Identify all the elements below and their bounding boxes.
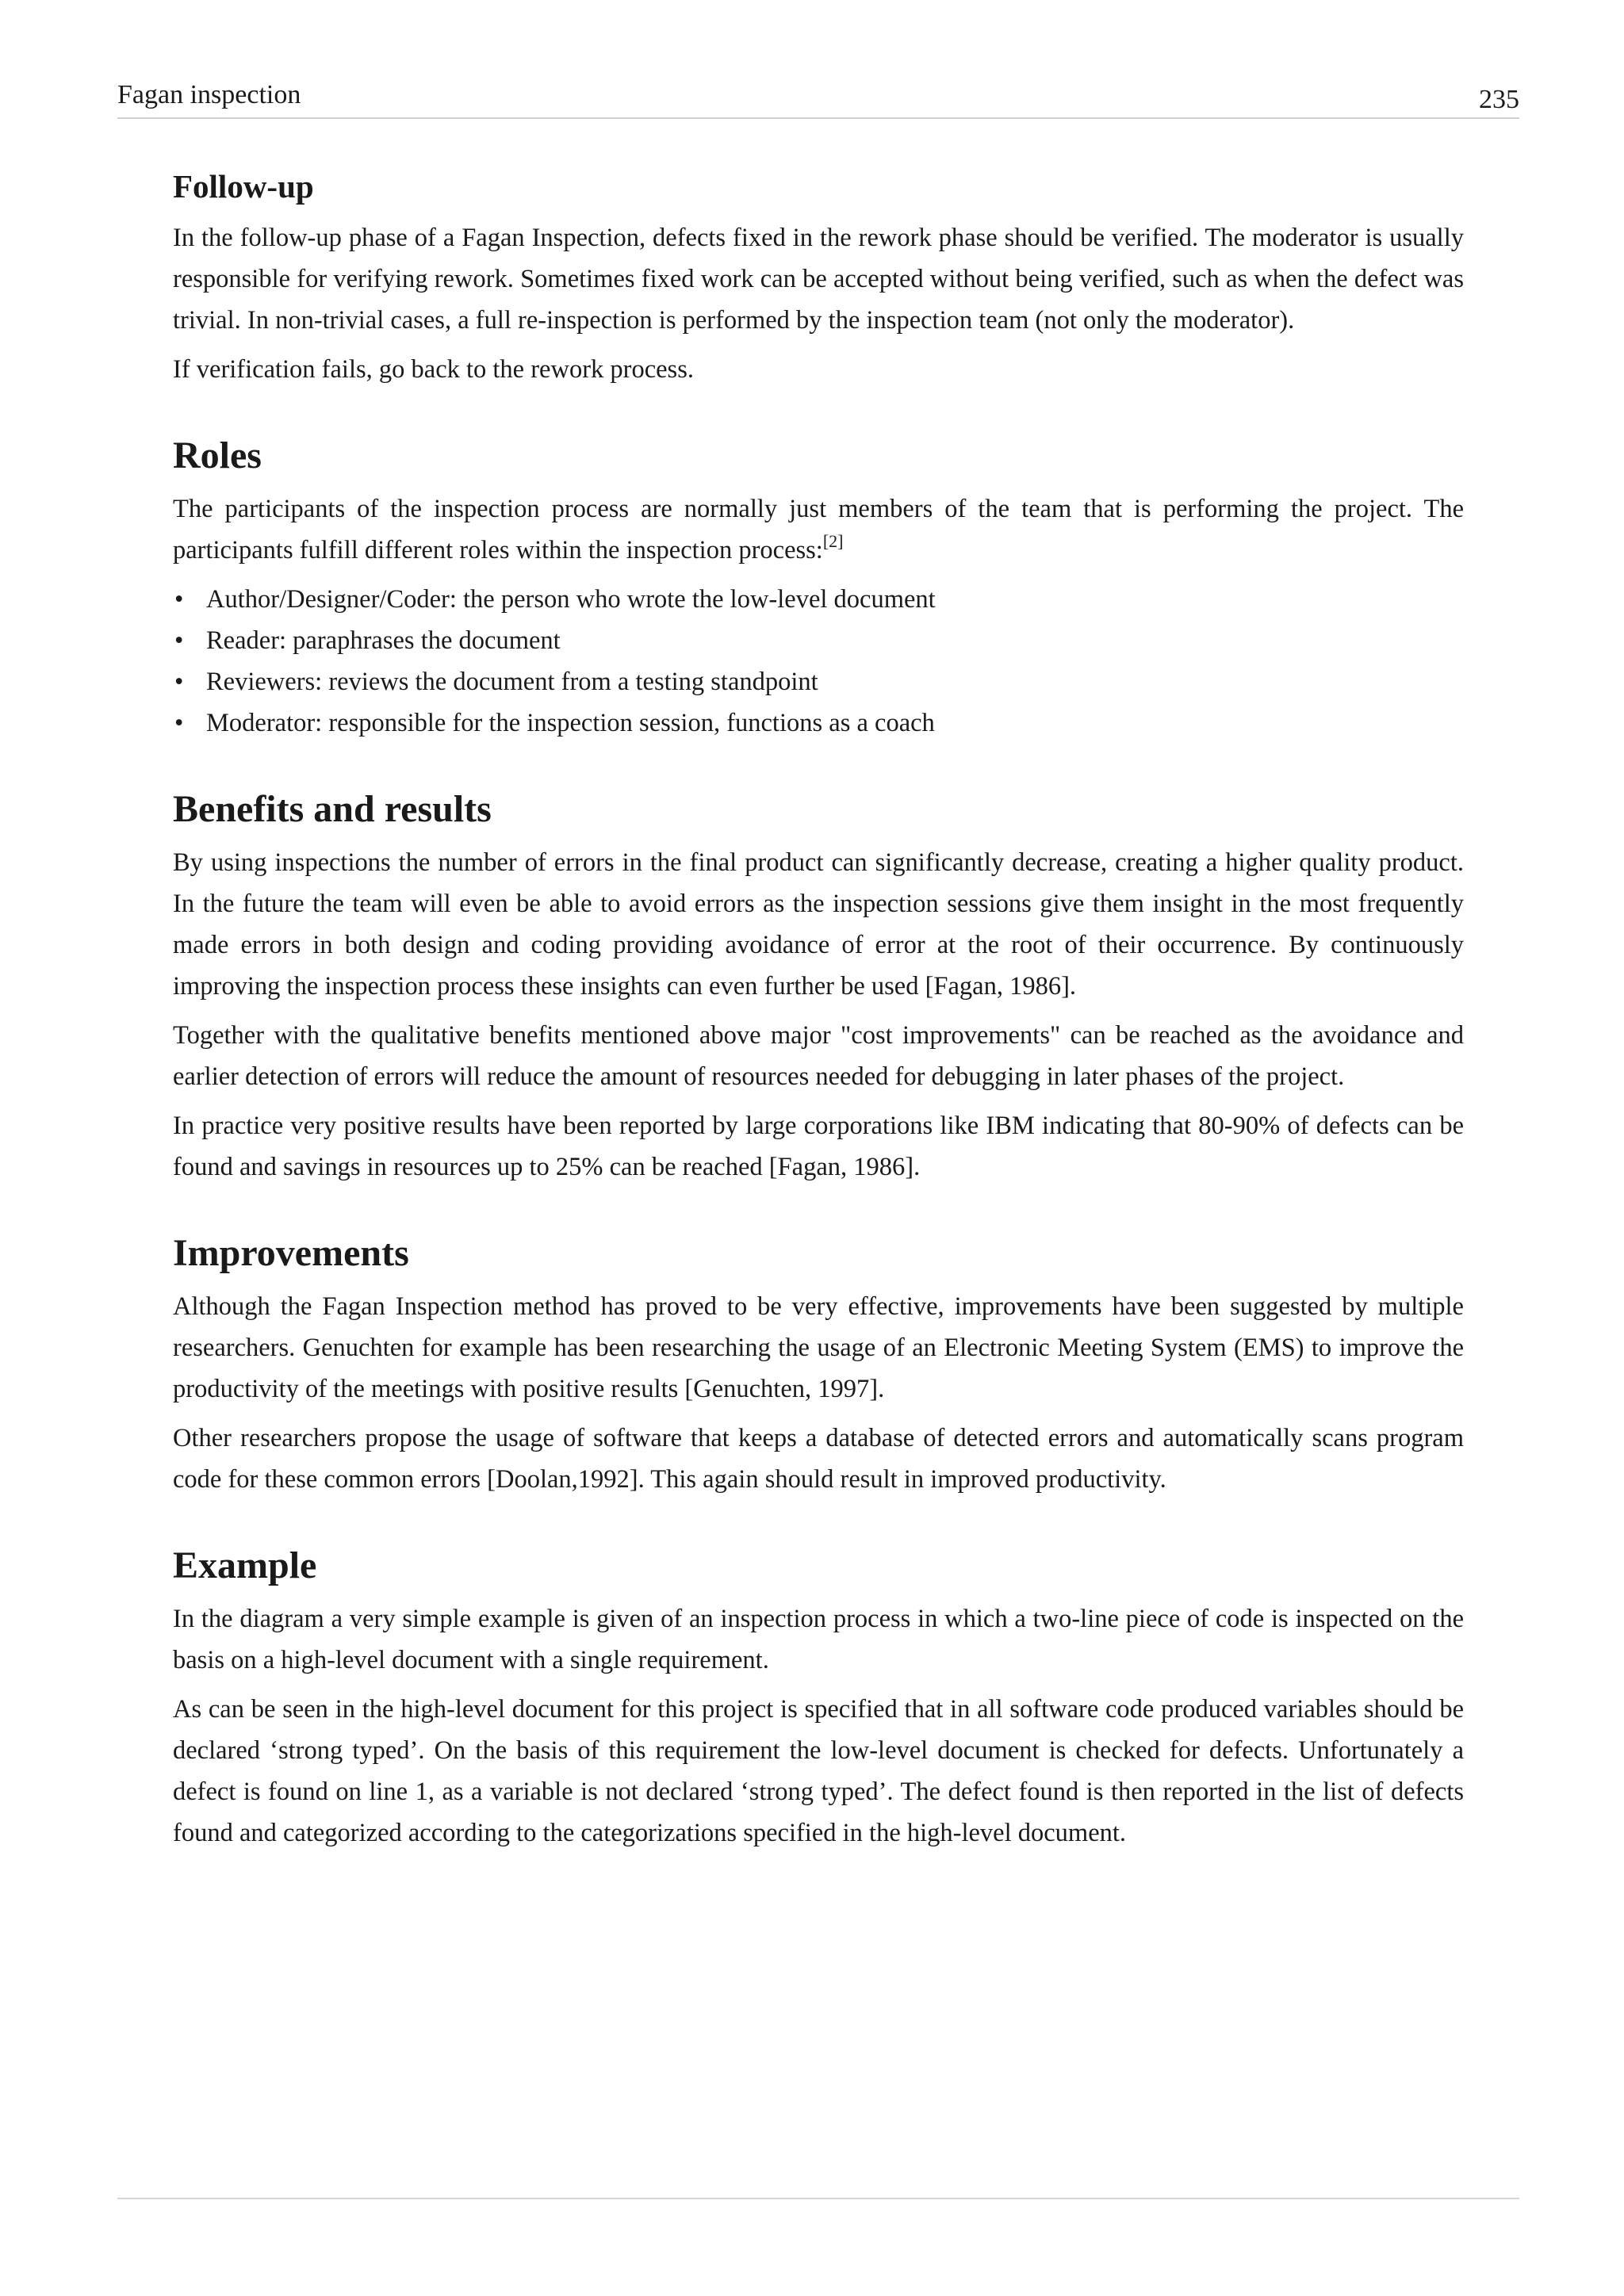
list-item <box>173 579 1464 620</box>
paragraph <box>173 488 1464 571</box>
section-improvements <box>173 1229 1464 1500</box>
paragraph: In the follow-up phase of a Fagan Inspection, defects fixed in the rework phase should be verified. The moderator is usually responsible for verifying rework. Sometimes fixed work can be accepted without being verified, such as when the defect was trivial. In non-trivial cases, a full re-inspection is performed by the inspection team (not only the moderator). <box>173 224 1464 335</box>
heading-benefits-and-results: Benefits and results <box>173 788 492 830</box>
running-title: Fagan inspection <box>117 80 301 109</box>
bullet-icon: • <box>174 626 184 655</box>
bullet-icon: • <box>174 585 184 614</box>
list-item <box>173 702 1464 744</box>
paragraph: In practice very positive results have been reported by large corporations like IBM indicating that 80-90% of defects can be found and savings in resources up to 25% can be reached [Fagan, 1986]. <box>173 1112 1464 1181</box>
paragraph-text: The participants of the inspection process are normally just members of the team that is performing the project. The participants fulfill different roles within the inspection process: <box>173 495 1464 564</box>
list-item <box>173 620 1464 661</box>
paragraph: Although the Fagan Inspection method has proved to be very effective, improvements have been suggested by multiple researchers. Genuchten for example has been researching the usage of an Electronic Meeting System (EMS) to improve the productivity of the meetings with positive results [Genuchten, 1997]. <box>173 1292 1464 1403</box>
paragraph: As can be seen in the high-level document for this project is specified that in all software code produced variables should be declared ‘strong typed’. On the basis of this requirement the low-level document is checked for defects. Unfortunately a defect is found on line 1, as a variable is not declared ‘strong typed’. The defect found is then reported in the list of defects found and categorized according to the categorizations specified in the high-level document. <box>173 1695 1464 1847</box>
list-item-text: Reader: paraphrases the document <box>206 626 561 655</box>
page-header <box>117 76 1519 119</box>
paragraph: By using inspections the number of errors in the final product can significantly decrease, creating a higher quality product. In the future the team will even be able to avoid errors as the inspection sessions give them insight in the most frequently made errors in both design and coding providing avoidance of error at the root of their occurrence. By continuously improving the inspection process these insights can even further be used [Fagan, 1986]. <box>173 848 1464 1001</box>
section-follow-up <box>173 165 1464 390</box>
paragraph: In the diagram a very simple example is given of an inspection process in which a two-line piece of code is inspected on the basis on a high-level document with a single requirement. <box>173 1605 1464 1674</box>
heading-follow-up: Follow-up <box>173 168 314 205</box>
paragraph: Together with the qualitative benefits mentioned above major "cost improvements" can be reached as the avoidance and earlier detection of errors will reduce the amount of resources needed for debugging in later phases of the project. <box>173 1021 1464 1091</box>
heading-roles: Roles <box>173 434 262 476</box>
list-item-text: Reviewers: reviews the document from a testing standpoint <box>206 668 818 696</box>
section-benefits-and-results <box>173 785 1464 1188</box>
section-example <box>173 1541 1464 1854</box>
section-roles <box>173 431 1464 744</box>
list-item <box>173 661 1464 702</box>
list-item-text: Author/Designer/Coder: the person who wrote the low-level document <box>206 585 936 614</box>
page-number: 235 <box>1479 85 1519 114</box>
paragraph: Other researchers propose the usage of software that keeps a database of detected errors and automatically scans program code for these common errors [Doolan,1992]. This again should result in improved productivity. <box>173 1424 1464 1494</box>
paragraph: If verification fails, go back to the rework process. <box>173 355 694 384</box>
article-body <box>173 165 1464 1862</box>
heading-example: Example <box>173 1544 317 1586</box>
list-item-text: Moderator: responsible for the inspection session, functions as a coach <box>206 709 935 737</box>
roles-list <box>173 579 1464 744</box>
bullet-icon: • <box>174 709 184 737</box>
footer-divider <box>117 2198 1519 2199</box>
heading-improvements: Improvements <box>173 1232 409 1274</box>
citation-link[interactable]: [2] <box>822 531 844 551</box>
bullet-icon: • <box>174 668 184 696</box>
